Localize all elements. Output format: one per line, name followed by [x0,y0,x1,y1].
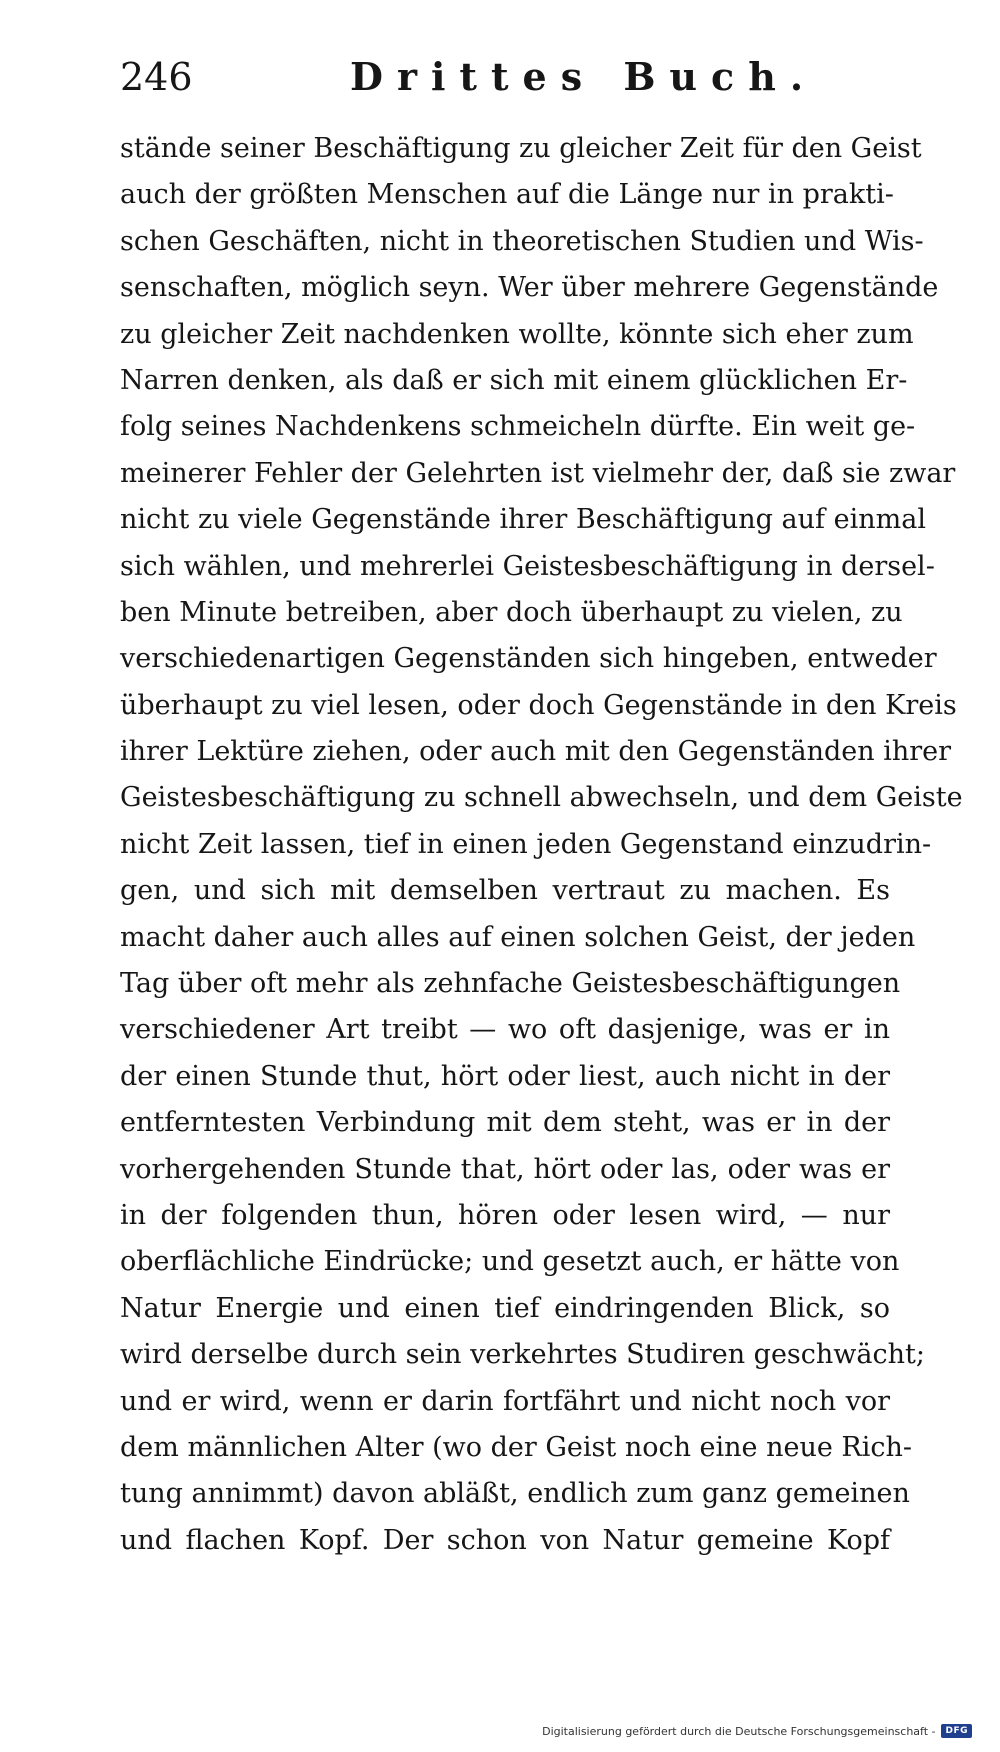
text-line: überhaupt zu viel lesen, oder doch Gegenstände in den Kreis [120,689,957,721]
text-line: tung annimmt) davon abläßt, endlich zum ganz gemeinen [120,1478,910,1510]
text-line: gen, und sich mit demselben vertraut zu machen. Es [120,875,890,907]
text-line: ihrer Lektüre ziehen, oder auch mit den Gegenständen ihrer [120,736,952,768]
text-line: nicht Zeit lassen, tief in einen jeden Gegenstand einzudrin- [120,828,932,860]
text-line: der einen Stunde thut, hört oder liest, auch nicht in der [120,1060,890,1092]
text-line: auch der größten Menschen auf die Länge nur in prakti- [120,179,894,211]
text-line: macht daher auch alles auf einen solchen Geist, der jeden [120,921,916,953]
page-header [120,52,890,102]
text-line: folg seines Nachdenkens schmeicheln dürfte. Ein weit ge- [120,411,916,443]
text-line: meinerer Fehler der Gelehrten ist vielmehr der, daß sie zwar [120,457,956,489]
text-line: senschaften, möglich seyn. Wer über mehrere Gegenstände [120,272,939,304]
text-line: in der folgenden thun, hören oder lesen wird, — nur [120,1199,890,1231]
text-line: Narren denken, als daß er sich mit einem glücklichen Er- [120,364,908,396]
text-line: zu gleicher Zeit nachdenken wollte, könnte sich eher zum [120,318,914,350]
body-text [120,126,963,1564]
digitization-credit: Digitalisierung gefördert durch die Deutsche Forschungsgemeinschaft - [542,1724,936,1738]
text-line: nicht zu viele Gegenstände ihrer Beschäftigung auf einmal [120,504,926,536]
page-number: 246 [120,55,193,99]
text-line: und er wird, wenn er darin fortfährt und nicht noch vor [120,1385,890,1417]
text-line: Natur Energie und einen tief eindringenden Blick, so [120,1292,890,1324]
text-line: vorhergehenden Stunde that, hört oder las, oder was er [120,1153,890,1185]
dfg-logo: DFG [941,1724,972,1738]
text-line: ben Minute betreiben, aber doch überhaupt zu vielen, zu [120,596,903,628]
text-line: Geistesbeschäftigung zu schnell abwechseln, und dem Geiste [120,782,963,814]
text-line: oberflächliche Eindrücke; und gesetzt auch, er hätte von [120,1246,900,1278]
text-line: Tag über oft mehr als zehnfache Geistesbeschäftigungen [120,968,901,1000]
text-line: dem männlichen Alter (wo der Geist noch eine neue Rich- [120,1431,913,1463]
running-head: Drittes Buch. [350,54,818,99]
text-line: verschiedenartigen Gegenständen sich hingeben, entweder [120,643,937,675]
digitization-footer [542,1724,972,1738]
text-line: stände seiner Beschäftigung zu gleicher Zeit für den Geist [120,133,922,164]
text-line: und flachen Kopf. Der schon von Natur gemeine Kopf [120,1524,890,1556]
text-line: verschiedener Art treibt — wo oft dasjenige, was er in [120,1014,890,1046]
text-line: sich wählen, und mehrerlei Geistesbeschäftigung in dersel- [120,550,935,582]
text-line: entferntesten Verbindung mit dem steht, was er in der [120,1107,890,1139]
text-line: wird derselbe durch sein verkehrtes Studiren geschwächt; [120,1339,925,1371]
text-line: schen Geschäften, nicht in theoretischen Studien und Wis- [120,225,924,257]
